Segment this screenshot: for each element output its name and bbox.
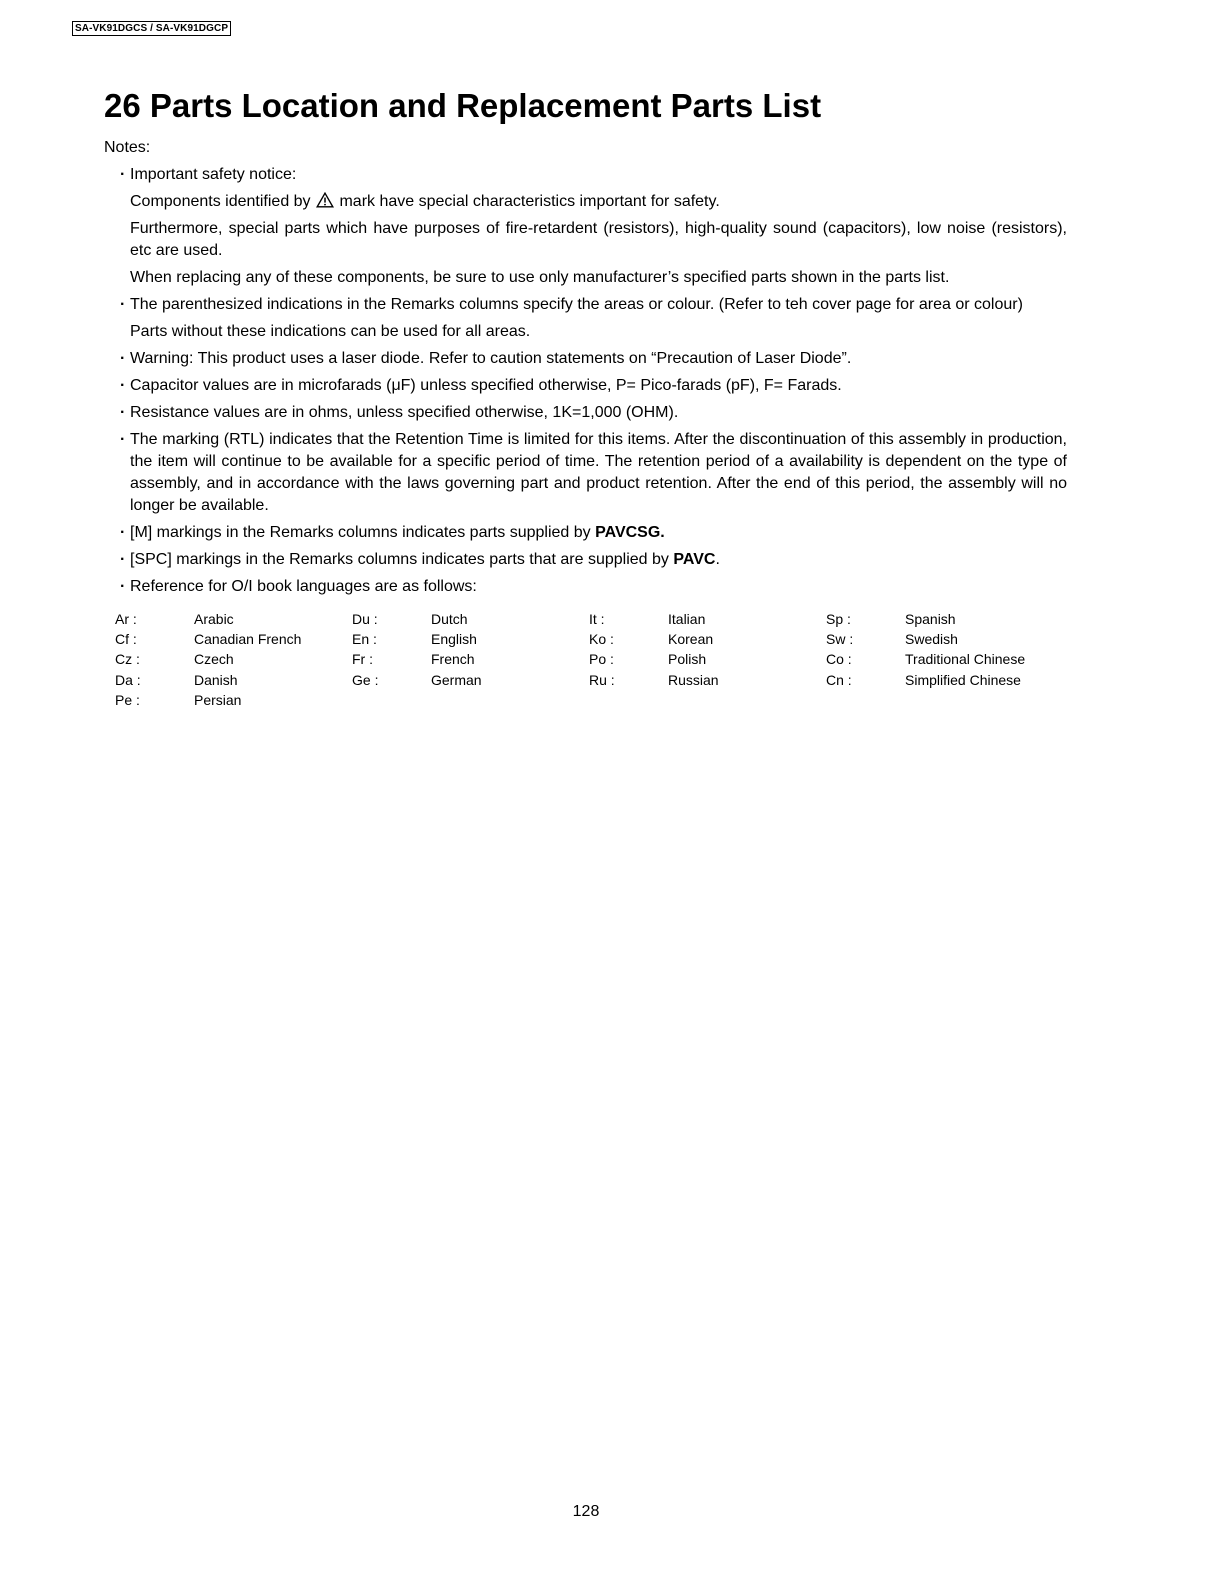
note-spc-marking-supplier: PAVC bbox=[673, 551, 716, 568]
page-title: 26 Parts Location and Replacement Parts List bbox=[104, 87, 822, 124]
language-name: Canadian French bbox=[194, 631, 302, 648]
note-safety-notice: · Important safety notice: bbox=[130, 164, 1067, 186]
notes-list bbox=[130, 164, 1067, 603]
language-name: Danish bbox=[194, 671, 238, 688]
language-code-empty bbox=[352, 690, 431, 710]
note-components bbox=[130, 191, 1067, 213]
language-name: Swedish bbox=[905, 631, 958, 648]
note-warning: · Warning: This product uses a laser diode. Refer to caution statements on “Precaution of Laser Diode”. bbox=[130, 348, 1067, 370]
language-code: Ge : bbox=[352, 671, 379, 688]
language-code: Fr : bbox=[352, 651, 373, 668]
warning-triangle-icon bbox=[316, 192, 334, 208]
language-code: Cn : bbox=[826, 671, 852, 688]
note-furthermore: Furthermore, special parts which have purposes of fire-retardent (resistors), high-quality sound (capacitors), low noise (resistors), etc are used. bbox=[130, 220, 1067, 259]
language-table bbox=[115, 609, 1063, 710]
note-spc-marking-end: . bbox=[715, 551, 720, 568]
language-name: Czech bbox=[194, 651, 234, 668]
language-name: Persian bbox=[194, 691, 242, 708]
language-name: Italian bbox=[668, 611, 706, 628]
note-components-after: mark have special characteristics important for safety. bbox=[339, 193, 720, 210]
language-code: Ar : bbox=[115, 611, 137, 628]
language-name-empty bbox=[668, 690, 826, 710]
note-reference: · Reference for O/I book languages are as follows: bbox=[130, 576, 1067, 598]
language-code: Po : bbox=[589, 651, 614, 668]
language-row bbox=[115, 649, 1063, 669]
language-name: Arabic bbox=[194, 611, 234, 628]
note-m-marking-supplier: PAVCSG. bbox=[595, 524, 665, 541]
note-resistance: · Resistance values are in ohms, unless specified otherwise, 1K=1,000 (OHM). bbox=[130, 402, 1067, 424]
note-m-marking-text: [M] markings in the Remarks columns indicates parts supplied by bbox=[130, 524, 591, 541]
language-name: German bbox=[431, 671, 482, 688]
note-parts-without: Parts without these indications can be used for all areas. bbox=[130, 323, 531, 340]
language-code: Ru : bbox=[589, 671, 615, 688]
language-row bbox=[115, 670, 1063, 690]
language-code: En : bbox=[352, 631, 377, 648]
note-m-marking bbox=[130, 522, 1067, 544]
language-code: Ko : bbox=[589, 631, 614, 648]
language-name: French bbox=[431, 651, 475, 668]
language-name: Korean bbox=[668, 631, 714, 648]
note-rtl: · The marking (RTL) indicates that the Retention Time is limited for this items. After the discontinuation of this assembly in production, the item will continue to be available for a specific period of time. The retention period of a availability is dependent on the type of assembly, and in accordance with the laws governing part and product retention. After the end of this period, the assembly will no longer be available. bbox=[130, 429, 1067, 517]
language-name: Spanish bbox=[905, 611, 956, 628]
note-spc-marking-text: [SPC] markings in the Remarks columns indicates parts that are supplied by bbox=[130, 551, 669, 568]
note-parenthesized: · The parenthesized indications in the Remarks columns specify the areas or colour. (Refer to teh cover page for area or colour) bbox=[130, 294, 1067, 316]
language-name: Traditional Chinese bbox=[905, 651, 1026, 668]
language-name: Simplified Chinese bbox=[905, 671, 1021, 688]
language-code: Sw : bbox=[826, 631, 854, 648]
language-name: Russian bbox=[668, 671, 719, 688]
notes-label: Notes: bbox=[104, 139, 151, 156]
note-replacing: When replacing any of these components, be sure to use only manufacturer’s specified parts shown in the parts list. bbox=[130, 269, 950, 286]
language-name-empty bbox=[431, 690, 589, 710]
language-code: Cf : bbox=[115, 631, 137, 648]
language-code: Pe : bbox=[115, 691, 140, 708]
note-components-before: Components identified by bbox=[130, 193, 311, 210]
language-code: Cz : bbox=[115, 651, 140, 668]
language-row bbox=[115, 609, 1063, 629]
language-code: Du : bbox=[352, 611, 378, 628]
language-code-empty bbox=[589, 690, 668, 710]
language-row bbox=[115, 629, 1063, 649]
language-code: Sp : bbox=[826, 611, 851, 628]
language-code: It : bbox=[589, 611, 605, 628]
model-number-box: SA-VK91DGCS / SA-VK91DGCP bbox=[72, 21, 231, 36]
note-spc-marking bbox=[130, 549, 1067, 571]
language-code: Co : bbox=[826, 651, 852, 668]
language-name: Dutch bbox=[431, 611, 468, 628]
language-row bbox=[115, 690, 1063, 710]
language-code: Da : bbox=[115, 671, 141, 688]
language-name-empty bbox=[905, 690, 1063, 710]
page-number: 128 bbox=[572, 1503, 600, 1520]
language-name: Polish bbox=[668, 651, 707, 668]
language-code-empty bbox=[826, 690, 905, 710]
note-capacitor: · Capacitor values are in microfarads (μF) unless specified otherwise, P= Pico-farads (pF), F= Farads. bbox=[130, 375, 1067, 397]
language-name: English bbox=[431, 631, 477, 648]
